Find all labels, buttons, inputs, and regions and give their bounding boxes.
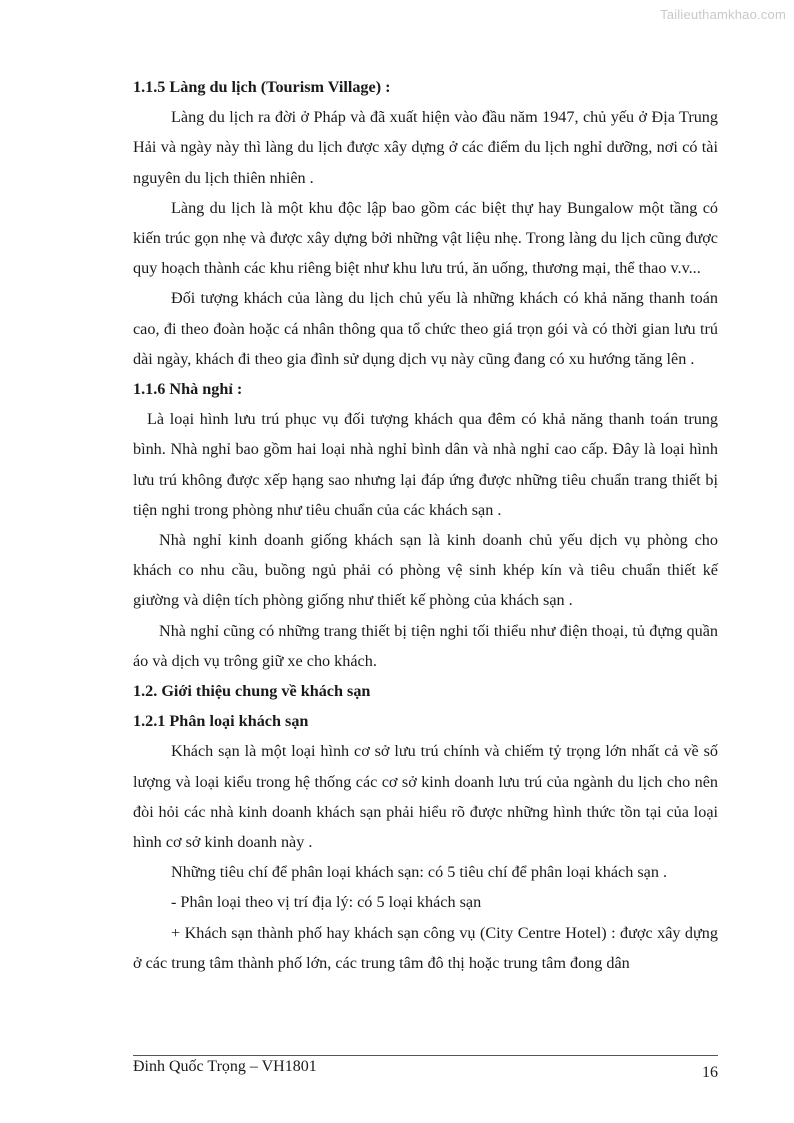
paragraph: Nhà nghỉ cũng có những trang thiết bị tiện nghi tối thiểu như điện thoại, tủ đựng quần áo và dịch vụ trông giữ xe cho khách. bbox=[133, 621, 718, 670]
section-heading-1-2: 1.2. Giới thiệu chung về khách sạn bbox=[133, 682, 371, 701]
paragraph: + Khách sạn thành phố hay khách sạn công vụ (City Centre Hotel) : được xây dựng ở các trung tâm thành phố lớn, các trung tâm đô thị hoặc trung tâm đong dân bbox=[133, 923, 718, 972]
paragraph: Làng du lịch là một khu độc lập bao gồm các biệt thự hay Bungalow một tầng có kiến trúc gọn nhẹ và được xây dựng bởi những vật liệu nhẹ. Trong làng du lịch cũng được quy hoạch thành các khu riêng biệt như khu lưu trú, ăn uống, thương mại, thể thao v.v... bbox=[133, 198, 718, 278]
section-heading-1-2-1: 1.2.1 Phân loại khách sạn bbox=[133, 712, 309, 731]
section-heading-1-1-5: 1.1.5 Làng du lịch (Tourism Village) : bbox=[133, 78, 391, 96]
watermark: Tailieuthamkhao.com bbox=[660, 7, 786, 22]
paragraph: Đối tượng khách của làng du lịch chủ yếu là những khách có khả năng thanh toán cao, đi theo đoàn hoặc cá nhân thông qua tổ chức theo giá trọn gói và có thời gian lưu trú dài ngày, khách đi theo gia đình sử dụng dịch vụ này cũng đang có xu hướng tăng lên . bbox=[133, 289, 718, 368]
paragraph: Là loại hình lưu trú phục vụ đối tượng khách qua đêm có khả năng thanh toán trung bình. Nhà nghỉ bao gồm hai loại nhà nghỉ bình dân và nhà nghỉ cao cấp. Đây là loại hình lưu trú không được xếp hạng sao nhưng lại đáp ứng được những tiêu chuẩn trang thiết bị tiện nghi trong phòng như tiêu chuẩn của các khách sạn . bbox=[133, 410, 718, 519]
footer-author: Đinh Quốc Trọng – VH1801 bbox=[133, 1058, 317, 1075]
page-number: 16 bbox=[702, 1064, 718, 1081]
paragraph: Nhà nghỉ kinh doanh giống khách sạn là kinh doanh chủ yếu dịch vụ phòng cho khách co nhu cầu, buồng ngủ phải có phòng vệ sinh khép kín và tiêu chuẩn thiết kế giường và diện tích phòng giống như thiết kế phòng của khách sạn . bbox=[133, 531, 718, 610]
section-heading-1-1-6: 1.1.6 Nhà nghỉ : bbox=[133, 380, 243, 399]
paragraph: Những tiêu chí để phân loại khách sạn: có 5 tiêu chí để phân loại khách sạn . bbox=[171, 863, 668, 882]
paragraph: Khách sạn là một loại hình cơ sở lưu trú chính và chiếm tỷ trọng lớn nhất cả về số lượng và loại kiểu trong hệ thống các cơ sở kinh doanh lưu trú của ngành du lịch cho nên đòi hỏi các nhà kinh doanh khách sạn phải hiểu rõ được những hình thức tồn tại của loại hình cơ sở kinh doanh này . bbox=[133, 742, 718, 852]
document-body bbox=[133, 72, 718, 978]
paragraph: Làng du lịch ra đời ở Pháp và đã xuất hiện vào đầu năm 1947, chủ yếu ở Địa Trung Hải và ngày này thì làng du lịch được xây dựng ở các điểm du lịch nghỉ dưỡng, nơi có tài nguyên du lịch thiên nhiên . bbox=[133, 108, 718, 187]
paragraph: - Phân loại theo vị trí địa lý: có 5 loại khách sạn bbox=[171, 893, 482, 912]
footer-divider bbox=[133, 1055, 718, 1056]
